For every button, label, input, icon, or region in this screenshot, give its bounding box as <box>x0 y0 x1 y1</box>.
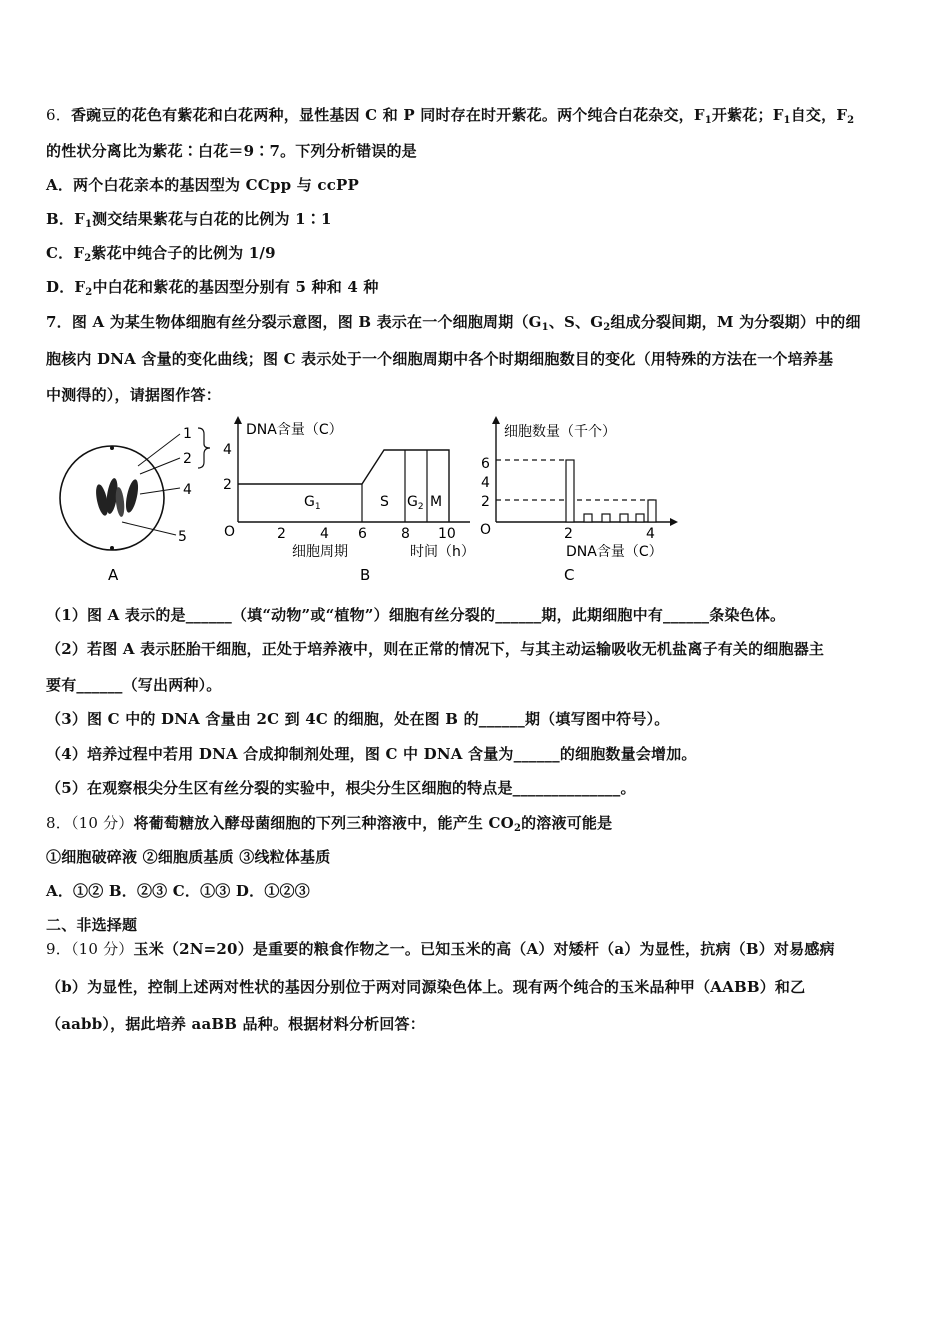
figure-b-chart <box>223 416 475 584</box>
figure-c-ytick-6: 6 <box>481 456 490 472</box>
figure-c-bar-2c <box>566 460 574 522</box>
q7-sub-2-line2: 要有______（写出两种）。 <box>46 676 222 694</box>
figure-b-caption: B <box>360 566 371 584</box>
q6-option-c: C．$F_2$紫花中纯合子的比例为 1/9 <box>46 244 276 264</box>
q6-option-d: D．$F_2$中白花和紫花的基因型分别有 5 种和 4 种 <box>46 278 379 298</box>
q8-stem: 8．（10 分）将葡萄糖放入酵母菌细胞的下列三种溶液中，能产生 $CO_2$的溶液可能是 <box>46 814 613 834</box>
figure-b-xtick-0: O <box>224 524 236 540</box>
q6-stem-line2: 的性状分离比为紫花∶白花＝9∶7。下列分析错误的是 <box>46 142 417 160</box>
figure-c-caption: C <box>564 566 575 584</box>
figure-b-xlabel-cycle: 细胞周期 <box>292 544 348 560</box>
figure-b-xtick-6: 6 <box>358 526 367 542</box>
figure-c-ytick-2: 2 <box>481 494 490 510</box>
q7-stem-line1: 7．图 A 为某生物体细胞有丝分裂示意图，图 B 表示在一个细胞周期（$G_1$、S、$G_2$组成分裂间期，M 为分裂期）中的细 <box>46 313 861 333</box>
figure-c-bar <box>636 514 644 522</box>
figure-c-ytick-4: 4 <box>481 475 490 491</box>
chromosome-4 <box>124 478 141 513</box>
figure-c-xtick-0: O <box>480 522 492 538</box>
q9-stem-line3: （aabb），据此培养 aaBB 品种。根据材料分析回答： <box>46 1015 425 1033</box>
figure-c-ylabel: 细胞数量（千个） <box>504 424 616 440</box>
figure-c-bar <box>620 514 628 522</box>
q9-stem-line2: （b）为显性，控制上述两对性状的基因分别位于两对同源染色体上。现有两个纯合的玉米品种甲（AABB）和乙 <box>46 978 806 996</box>
figure-a-label-5: 5 <box>178 529 187 545</box>
figure-b-xlabel-time: 时间（h） <box>410 544 475 560</box>
figure-a-label-4: 4 <box>183 482 192 498</box>
q8-number: 8．（10 分） <box>46 814 134 832</box>
figure-a-cell <box>60 426 210 584</box>
figure-c-chart <box>480 416 678 584</box>
q7-sub-1: （1）图 A 表示的是______（填“动物”或“植物”）细胞有丝分裂的______期，此期细胞中有______条染色体。 <box>46 606 786 624</box>
figure-c-bar <box>584 514 592 522</box>
figure-c-bar-4c <box>648 500 656 522</box>
q8-options: A．①② B．②③ C．①③ D．①②③ <box>46 882 310 900</box>
figure-b-phase-s: S <box>380 494 389 510</box>
q7-sub-2-line1: （2）若图 A 表示胚胎干细胞，正处于培养液中，则在正常的情况下，与其主动运输吸收无机盐离子有关的细胞器主 <box>46 640 825 658</box>
q6-number: 6． <box>46 106 71 124</box>
q6-stem-line1: 6．香豌豆的花色有紫花和白花两种，显性基因 C 和 P 同时存在时开紫花。两个纯合白花杂交，$F_1$开紫花；$F_1$自交，$F_2$ <box>46 106 855 126</box>
figure-b-phase-g2: $G_2$ <box>407 494 424 512</box>
figure-b-phase-g1: $G_1$ <box>304 494 321 512</box>
figure-b-xtick-8: 8 <box>401 526 410 542</box>
figure-b-phase-m: M <box>430 494 443 510</box>
q9-number: 9．（10 分） <box>46 940 134 958</box>
figure-c-xlabel: DNA含量（C） <box>566 544 663 560</box>
q6-option-a: A．两个白花亲本的基因型为 CCpp 与 ccPP <box>46 176 359 194</box>
section-title-non-choice: 二、非选择题 <box>46 916 138 934</box>
q7-sub-5: （5）在观察根尖分生区有丝分裂的实验中，根尖分生区细胞的特点是______________。 <box>46 779 636 797</box>
q7-figures <box>40 410 720 595</box>
figure-a-label-1: 1 <box>183 426 192 442</box>
figure-c-xtick-4: 4 <box>646 526 655 542</box>
q8-items: ①细胞破碎液 ②细胞质基质 ③线粒体基质 <box>46 848 331 866</box>
figure-a-caption: A <box>108 566 119 584</box>
q7-stem-line2: 胞核内 DNA 含量的变化曲线；图 C 表示处于一个细胞周期中各个时期细胞数目的变化（用特殊的方法在一个培养基 <box>46 350 834 368</box>
figure-b-ylabel: DNA含量（C） <box>246 422 343 438</box>
figure-c-xtick-2: 2 <box>564 526 573 542</box>
q7-sub-3: （3）图 C 中的 DNA 含量由 2C 到 4C 的细胞，处在图 B 的______期（填写图中符号）。 <box>46 710 670 728</box>
figure-a-label-2: 2 <box>183 451 192 467</box>
figure-b-ytick-2: 2 <box>223 477 232 493</box>
q7-figure-svg <box>40 410 720 595</box>
q6-option-b: B．$F_1$测交结果紫花与白花的比例为 1∶1 <box>46 210 332 230</box>
figure-b-xtick-4: 4 <box>320 526 329 542</box>
q7-stem-line3: 中测得的），请据图作答： <box>46 386 221 404</box>
figure-b-xtick-10: 10 <box>438 526 456 542</box>
figure-b-ytick-4: 4 <box>223 442 232 458</box>
figure-c-bar <box>602 514 610 522</box>
q9-stem-line1: 9．（10 分）玉米（2N=20）是重要的粮食作物之一。已知玉米的高（A）对矮杆（a）为显性，抗病（B）对易感病 <box>46 940 835 958</box>
q7-sub-4: （4）培养过程中若用 DNA 合成抑制剂处理，图 C 中 DNA 含量为______的细胞数量会增加。 <box>46 745 697 763</box>
figure-b-xtick-2: 2 <box>277 526 286 542</box>
